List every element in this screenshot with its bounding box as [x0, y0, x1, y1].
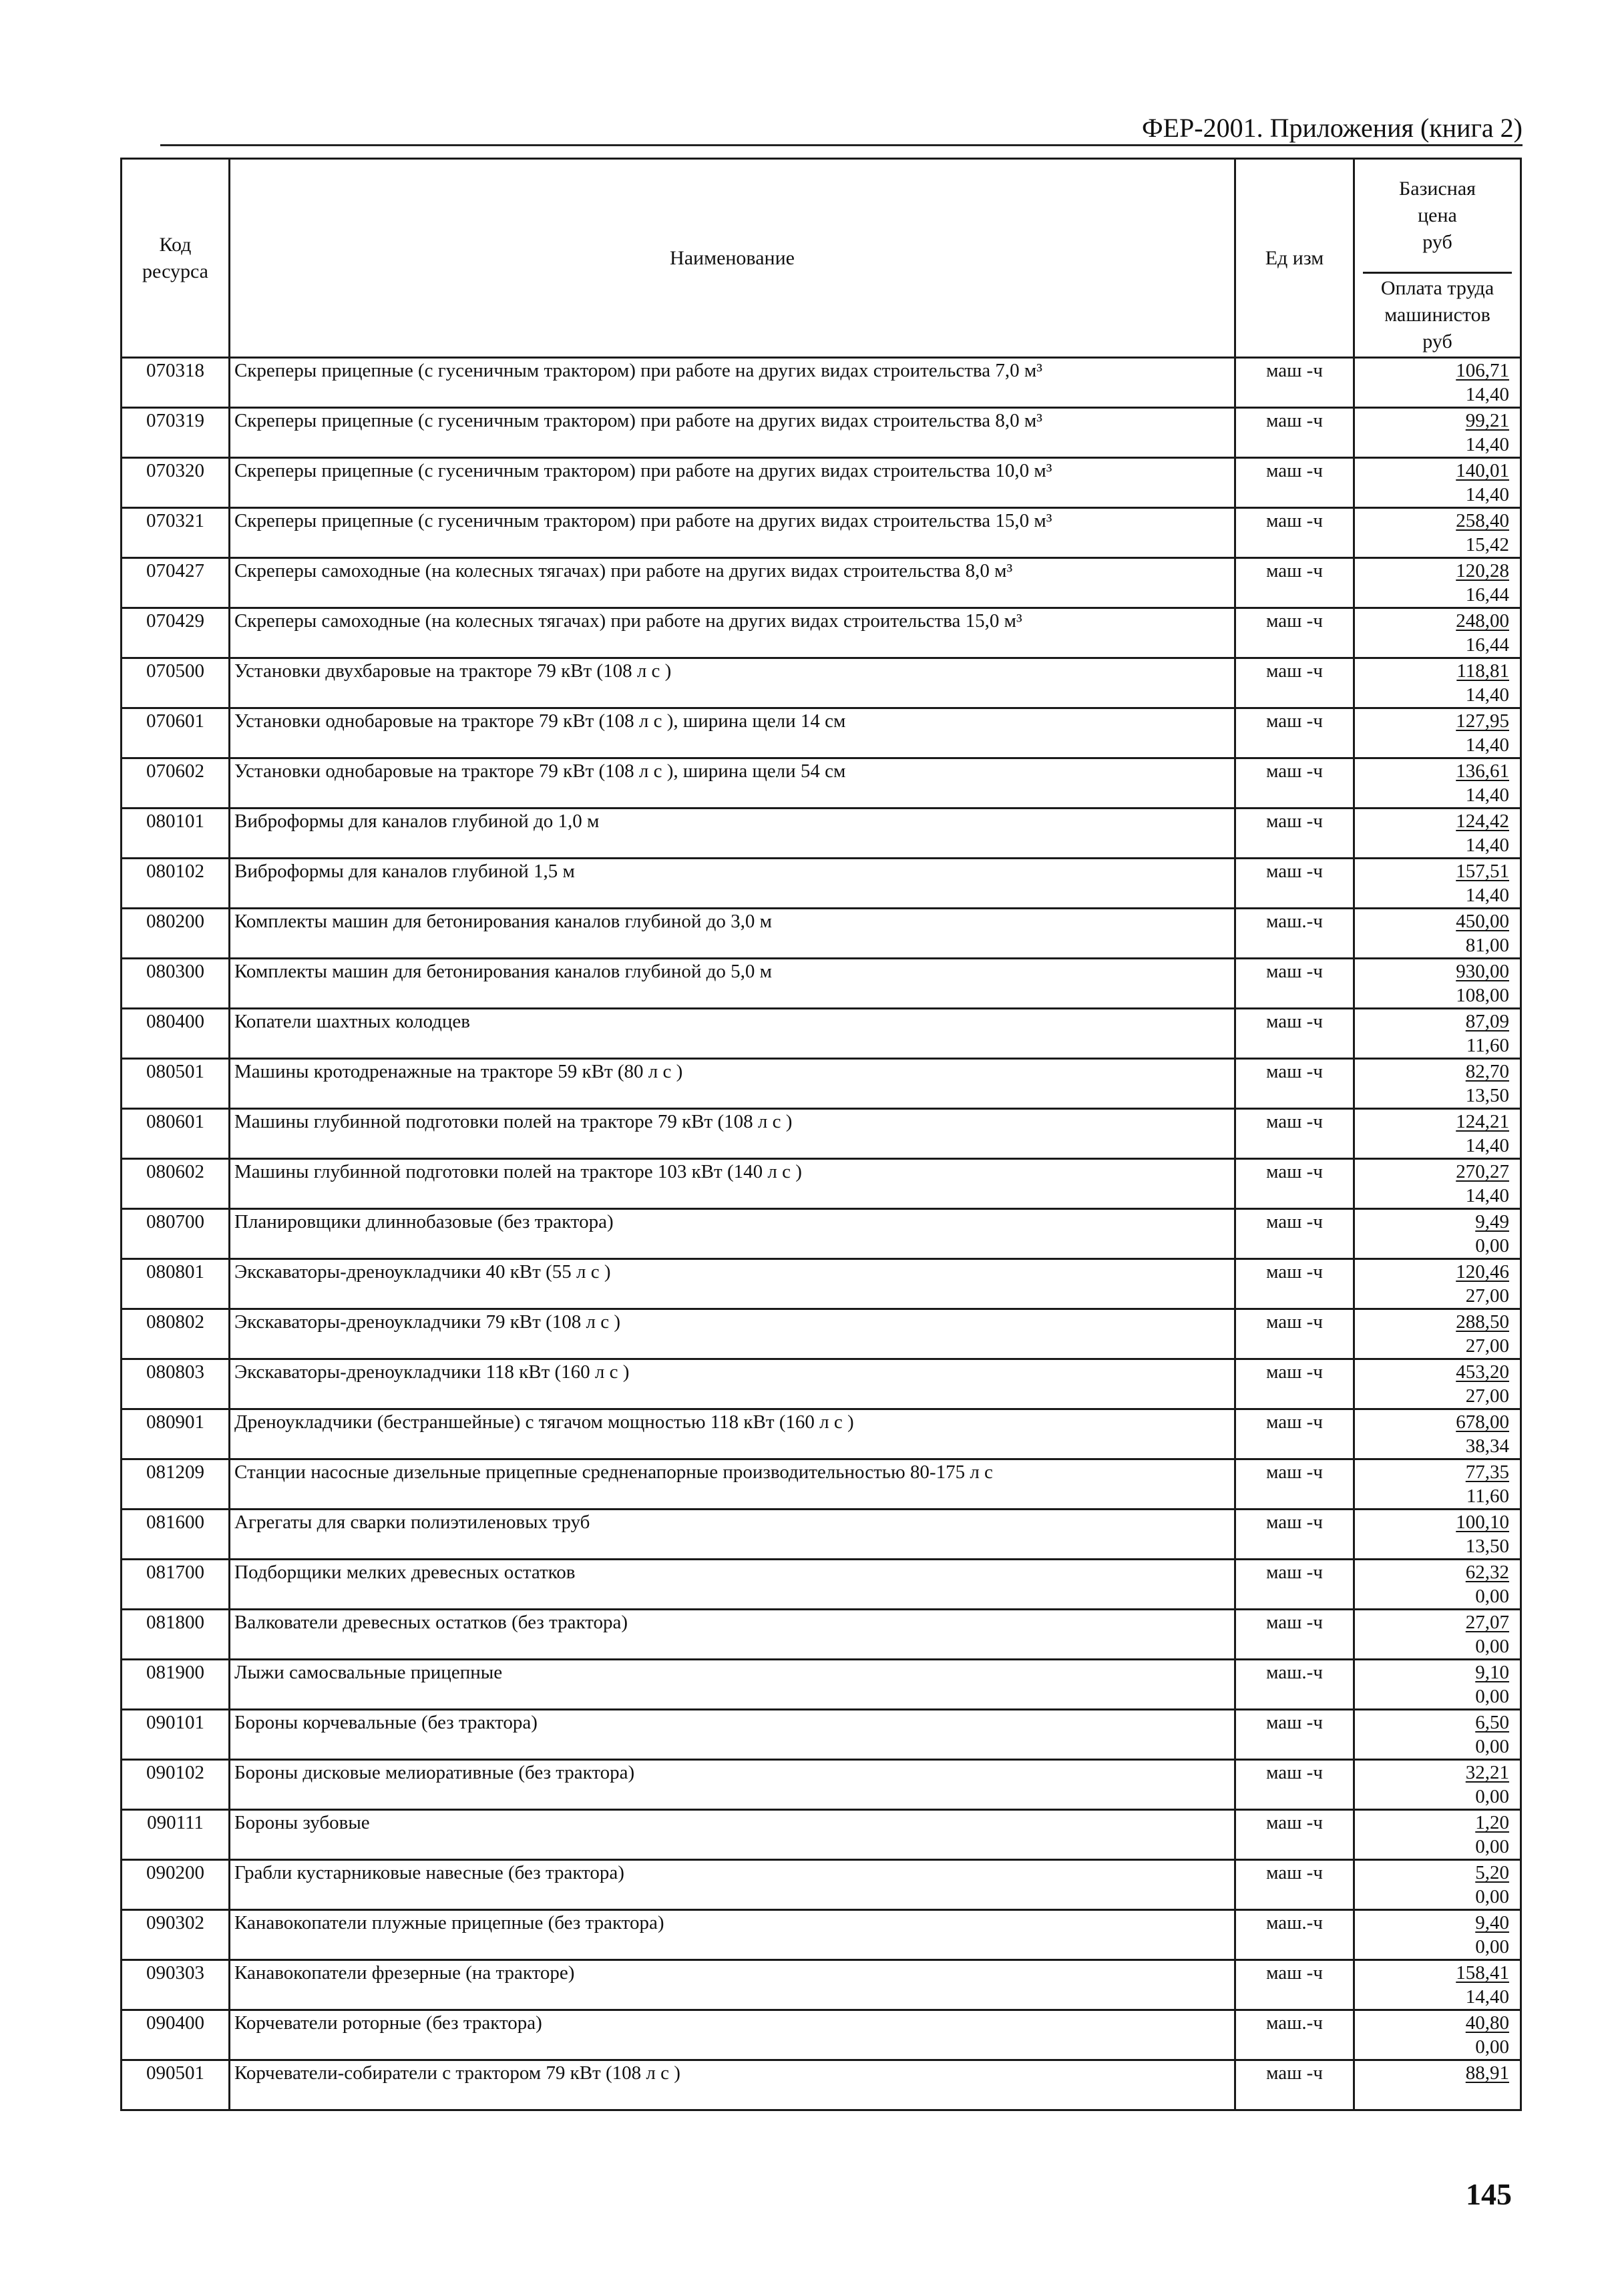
resource-name: Корчеватели роторные (без трактора) [230, 2010, 1235, 2060]
base-price: 678,00 [1456, 1411, 1509, 1433]
operator-wage: 13,50 [1465, 1536, 1509, 1557]
resource-code: 081209 [122, 1459, 230, 1510]
base-price: 124,42 [1456, 811, 1509, 832]
operator-wage: 0,00 [1475, 1886, 1509, 1907]
resource-name: Скреперы самоходные (на колесных тягачах) при работе на других видах строительства 15,0 м³ [230, 608, 1235, 658]
operator-wage: 0,00 [1475, 1936, 1509, 1958]
operator-wage: 11,60 [1466, 1485, 1509, 1507]
base-price: 100,10 [1456, 1512, 1509, 1533]
unit-of-measure: маш -ч [1235, 1960, 1354, 2010]
price-cell [1354, 1910, 1521, 1960]
base-price: 158,41 [1456, 1962, 1509, 1984]
table-row [122, 458, 1521, 508]
resource-name: Скреперы прицепные (с гусеничным трактором) при работе на других видах строительства 7,0 м³ [230, 358, 1235, 408]
price-cell [1354, 859, 1521, 909]
header-wage-line: машинистов [1384, 304, 1490, 326]
unit-of-measure: маш -ч [1235, 508, 1354, 558]
price-cell [1354, 1560, 1521, 1610]
header-price-line: руб [1422, 231, 1452, 253]
operator-wage: 27,00 [1465, 1385, 1509, 1407]
base-price: 9,40 [1475, 1912, 1509, 1933]
unit-of-measure: маш -ч [1235, 458, 1354, 508]
table-row [122, 1059, 1521, 1109]
resource-code: 070427 [122, 558, 230, 608]
price-cell [1354, 1760, 1521, 1810]
base-price: 88,91 [1465, 2062, 1509, 2084]
operator-wage: 0,00 [1475, 1686, 1509, 1707]
operator-wage: 0,00 [1475, 1736, 1509, 1757]
base-price: 9,49 [1475, 1211, 1509, 1232]
header-unit: Ед изм [1235, 159, 1354, 358]
operator-wage: 13,50 [1465, 1085, 1509, 1106]
table-row [122, 859, 1521, 909]
price-cell [1354, 708, 1521, 758]
resource-code: 070601 [122, 708, 230, 758]
table-body [122, 358, 1521, 2110]
operator-wage: 14,40 [1465, 384, 1509, 405]
base-price: 87,09 [1465, 1011, 1509, 1032]
base-price: 62,32 [1465, 1562, 1509, 1583]
unit-of-measure: маш.-ч [1235, 1910, 1354, 1960]
price-cell [1354, 959, 1521, 1009]
table-row [122, 959, 1521, 1009]
operator-wage: 0,00 [1475, 1836, 1509, 1857]
resource-code: 080400 [122, 1009, 230, 1059]
unit-of-measure: маш.-ч [1235, 909, 1354, 959]
resource-name: Грабли кустарниковые навесные (без трактора) [230, 1860, 1235, 1910]
unit-of-measure: маш -ч [1235, 1459, 1354, 1510]
resource-code: 070320 [122, 458, 230, 508]
table-row [122, 1159, 1521, 1209]
resource-code: 070319 [122, 408, 230, 458]
resource-name: Агрегаты для сварки полиэтиленовых труб [230, 1510, 1235, 1560]
header-price-line: Базисная [1399, 178, 1476, 200]
unit-of-measure: маш -ч [1235, 1710, 1354, 1760]
resource-code: 080200 [122, 909, 230, 959]
table-row [122, 809, 1521, 859]
price-cell [1354, 508, 1521, 558]
resource-name: Корчеватели-собиратели с трактором 79 кВт (108 л с ) [230, 2060, 1235, 2110]
operator-wage: 38,34 [1465, 1435, 1509, 1457]
base-price: 27,07 [1465, 1612, 1509, 1633]
table-row [122, 1960, 1521, 2010]
resource-code: 090111 [122, 1810, 230, 1860]
unit-of-measure: маш -ч [1235, 758, 1354, 809]
table-row [122, 2060, 1521, 2110]
resource-code: 090101 [122, 1710, 230, 1760]
header-price-line: цена [1418, 204, 1457, 226]
price-cell [1354, 1459, 1521, 1510]
price-cell [1354, 1059, 1521, 1109]
resource-code: 090302 [122, 1910, 230, 1960]
resource-name: Виброформы для каналов глубиной 1,5 м [230, 859, 1235, 909]
resource-code: 080700 [122, 1209, 230, 1259]
price-cell [1354, 408, 1521, 458]
resource-code: 081600 [122, 1510, 230, 1560]
resource-name: Комплекты машин для бетонирования каналов глубиной до 3,0 м [230, 909, 1235, 959]
price-cell [1354, 1860, 1521, 1910]
header-code: Код ресурса [122, 159, 230, 358]
resource-name: Скреперы самоходные (на колесных тягачах) при работе на других видах строительства 8,0 м³ [230, 558, 1235, 608]
resource-name: Экскаваторы-дреноукладчики 118 кВт (160 л с ) [230, 1359, 1235, 1409]
table-row [122, 358, 1521, 408]
header-price [1354, 159, 1521, 358]
price-cell [1354, 2010, 1521, 2060]
resource-name: Канавокопатели фрезерные (на тракторе) [230, 1960, 1235, 2010]
base-price: 270,27 [1456, 1161, 1509, 1182]
price-cell [1354, 608, 1521, 658]
table-row [122, 558, 1521, 608]
unit-of-measure: маш -ч [1235, 658, 1354, 708]
base-price: 77,35 [1465, 1461, 1509, 1483]
operator-wage: 15,42 [1465, 534, 1509, 555]
price-cell [1354, 1810, 1521, 1860]
resource-name: Бороны зубовые [230, 1810, 1235, 1860]
resource-name: Скреперы прицепные (с гусеничным трактором) при работе на других видах строительства 10,0 м³ [230, 458, 1235, 508]
base-price: 5,20 [1475, 1862, 1509, 1883]
base-price: 136,61 [1456, 760, 1509, 782]
resource-name: Копатели шахтных колодцев [230, 1009, 1235, 1059]
resource-name: Дреноукладчики (бестраншейные) с тягачом мощностью 118 кВт (160 л с ) [230, 1409, 1235, 1459]
table-row [122, 1610, 1521, 1660]
base-price: 930,00 [1456, 961, 1509, 982]
price-cell [1354, 458, 1521, 508]
unit-of-measure: маш -ч [1235, 608, 1354, 658]
operator-wage: 16,44 [1465, 584, 1509, 606]
base-price: 450,00 [1456, 911, 1509, 932]
price-cell [1354, 1109, 1521, 1159]
resource-price-table [120, 158, 1522, 2111]
resource-code: 080102 [122, 859, 230, 909]
table-row [122, 1660, 1521, 1710]
base-price: 40,80 [1465, 2012, 1509, 2034]
base-price: 120,46 [1456, 1261, 1509, 1283]
price-cell [1354, 1960, 1521, 2010]
resource-code: 070602 [122, 758, 230, 809]
operator-wage: 81,00 [1465, 935, 1509, 956]
unit-of-measure: маш -ч [1235, 1860, 1354, 1910]
unit-of-measure: маш -ч [1235, 1760, 1354, 1810]
unit-of-measure: маш.-ч [1235, 2010, 1354, 2060]
base-price: 82,70 [1465, 1061, 1509, 1082]
operator-wage: 14,40 [1465, 1986, 1509, 2008]
operator-wage: 14,40 [1465, 885, 1509, 906]
base-price: 140,01 [1456, 460, 1509, 481]
resource-code: 090501 [122, 2060, 230, 2110]
operator-wage: 14,40 [1465, 784, 1509, 806]
base-price: 453,20 [1456, 1361, 1509, 1383]
price-cell [1354, 1259, 1521, 1309]
operator-wage: 16,44 [1465, 634, 1509, 656]
header-wage-line: руб [1422, 330, 1452, 353]
table-row [122, 1409, 1521, 1459]
price-cell [1354, 358, 1521, 408]
operator-wage: 0,00 [1475, 1786, 1509, 1807]
price-cell [1354, 1510, 1521, 1560]
resource-code: 070500 [122, 658, 230, 708]
resource-code: 080901 [122, 1409, 230, 1459]
resource-code: 080803 [122, 1359, 230, 1409]
table-row [122, 1359, 1521, 1409]
resource-name: Валкователи древесных остатков (без трактора) [230, 1610, 1235, 1660]
unit-of-measure: маш -ч [1235, 859, 1354, 909]
resource-name: Подборщики мелких древесных остатков [230, 1560, 1235, 1610]
resource-name: Машины глубинной подготовки полей на тракторе 79 кВт (108 л с ) [230, 1109, 1235, 1159]
table-row [122, 608, 1521, 658]
unit-of-measure: маш -ч [1235, 408, 1354, 458]
resource-name: Виброформы для каналов глубиной до 1,0 м [230, 809, 1235, 859]
unit-of-measure: маш.-ч [1235, 1660, 1354, 1710]
unit-of-measure: маш -ч [1235, 1610, 1354, 1660]
table-row [122, 1910, 1521, 1960]
resource-code: 081700 [122, 1560, 230, 1610]
unit-of-measure: маш -ч [1235, 809, 1354, 859]
price-cell [1354, 1409, 1521, 1459]
base-price: 6,50 [1475, 1712, 1509, 1733]
unit-of-measure: маш -ч [1235, 1359, 1354, 1409]
operator-wage: 11,60 [1466, 1035, 1509, 1056]
price-cell [1354, 1009, 1521, 1059]
base-price: 258,40 [1456, 510, 1509, 531]
resource-code: 070321 [122, 508, 230, 558]
resource-code: 080501 [122, 1059, 230, 1109]
resource-name: Бороны дисковые мелиоративные (без трактора) [230, 1760, 1235, 1810]
resource-code: 080802 [122, 1309, 230, 1359]
base-price: 99,21 [1465, 410, 1509, 431]
table-row [122, 1860, 1521, 1910]
base-price: 248,00 [1456, 610, 1509, 632]
page-number: 145 [1466, 2177, 1512, 2211]
resource-code: 080601 [122, 1109, 230, 1159]
price-cell [1354, 1710, 1521, 1760]
base-price: 32,21 [1465, 1762, 1509, 1783]
resource-code: 080602 [122, 1159, 230, 1209]
table-row [122, 1459, 1521, 1510]
unit-of-measure: маш -ч [1235, 1209, 1354, 1259]
unit-of-measure: маш -ч [1235, 2060, 1354, 2110]
table-row [122, 2010, 1521, 2060]
resource-code: 070318 [122, 358, 230, 408]
base-price: 118,81 [1456, 660, 1509, 682]
table-row [122, 1109, 1521, 1159]
operator-wage: 14,40 [1465, 1135, 1509, 1156]
resource-code: 080101 [122, 809, 230, 859]
unit-of-measure: маш -ч [1235, 1159, 1354, 1209]
price-cell [1354, 1159, 1521, 1209]
resource-name: Установки двухбаровые на тракторе 79 кВт (108 л с ) [230, 658, 1235, 708]
operator-wage: 0,00 [1475, 2036, 1509, 2058]
table-row [122, 1810, 1521, 1860]
price-cell [1354, 1309, 1521, 1359]
resource-name: Установки однобаровые на тракторе 79 кВт (108 л с ), ширина щели 54 см [230, 758, 1235, 809]
header-name: Наименование [230, 159, 1235, 358]
price-cell [1354, 1359, 1521, 1409]
base-price: 120,28 [1456, 560, 1509, 582]
resource-name: Машины глубинной подготовки полей на тракторе 103 кВт (140 л с ) [230, 1159, 1235, 1209]
unit-of-measure: маш -ч [1235, 1059, 1354, 1109]
unit-of-measure: маш -ч [1235, 1409, 1354, 1459]
operator-wage: 14,40 [1465, 684, 1509, 706]
table-row [122, 508, 1521, 558]
table-row [122, 1309, 1521, 1359]
base-price: 106,71 [1456, 360, 1509, 381]
price-cell [1354, 558, 1521, 608]
operator-wage: 14,40 [1465, 835, 1509, 856]
resource-name: Канавокопатели плужные прицепные (без трактора) [230, 1910, 1235, 1960]
resource-name: Экскаваторы-дреноукладчики 79 кВт (108 л с ) [230, 1309, 1235, 1359]
table-row [122, 708, 1521, 758]
price-cell [1354, 1660, 1521, 1710]
operator-wage: 14,40 [1465, 1185, 1509, 1206]
unit-of-measure: маш -ч [1235, 708, 1354, 758]
operator-wage: 14,40 [1465, 484, 1509, 505]
operator-wage: 14,40 [1465, 434, 1509, 455]
base-price: 1,20 [1475, 1812, 1509, 1833]
operator-wage: 0,00 [1475, 1235, 1509, 1256]
price-cell [1354, 909, 1521, 959]
resource-code: 080801 [122, 1259, 230, 1309]
price-cell [1354, 1209, 1521, 1259]
table-row [122, 1259, 1521, 1309]
resource-code: 090303 [122, 1960, 230, 2010]
resource-name: Скреперы прицепные (с гусеничным трактором) при работе на других видах строительства 8,0 м³ [230, 408, 1235, 458]
price-cell [1354, 1610, 1521, 1660]
table-row [122, 1760, 1521, 1810]
table-row [122, 1510, 1521, 1560]
resource-code: 080300 [122, 959, 230, 1009]
operator-wage: 0,00 [1475, 1586, 1509, 1607]
resource-code: 090200 [122, 1860, 230, 1910]
resource-name: Лыжи самосвальные прицепные [230, 1660, 1235, 1710]
operator-wage: 14,40 [1465, 734, 1509, 756]
unit-of-measure: маш -ч [1235, 1259, 1354, 1309]
resource-code: 070429 [122, 608, 230, 658]
table-row [122, 1009, 1521, 1059]
base-price: 127,95 [1456, 710, 1509, 732]
resource-code: 081900 [122, 1660, 230, 1710]
table-row [122, 909, 1521, 959]
operator-wage: 108,00 [1456, 985, 1509, 1006]
resource-name: Бороны корчевальные (без трактора) [230, 1710, 1235, 1760]
resource-name: Экскаваторы-дреноукладчики 40 кВт (55 л с ) [230, 1259, 1235, 1309]
table-row [122, 658, 1521, 708]
price-cell [1354, 809, 1521, 859]
table-row [122, 1710, 1521, 1760]
resource-name: Планировщики длиннобазовые (без трактора) [230, 1209, 1235, 1259]
resource-name: Комплекты машин для бетонирования каналов глубиной до 5,0 м [230, 959, 1235, 1009]
resource-name: Станции насосные дизельные прицепные средненапорные производительностью 80-175 л с [230, 1459, 1235, 1510]
operator-wage: 27,00 [1465, 1285, 1509, 1307]
resource-code: 090102 [122, 1760, 230, 1810]
table-row [122, 1209, 1521, 1259]
base-price: 288,50 [1456, 1311, 1509, 1333]
unit-of-measure: маш -ч [1235, 1560, 1354, 1610]
base-price: 157,51 [1456, 861, 1509, 882]
unit-of-measure: маш -ч [1235, 1810, 1354, 1860]
table-row [122, 408, 1521, 458]
unit-of-measure: маш -ч [1235, 1309, 1354, 1359]
unit-of-measure: маш -ч [1235, 558, 1354, 608]
resource-code: 081800 [122, 1610, 230, 1660]
unit-of-measure: маш -ч [1235, 1510, 1354, 1560]
unit-of-measure: маш -ч [1235, 1109, 1354, 1159]
base-price: 124,21 [1456, 1111, 1509, 1132]
table-row [122, 1560, 1521, 1610]
resource-code: 090400 [122, 2010, 230, 2060]
price-cell [1354, 658, 1521, 708]
header-rule [160, 144, 1523, 146]
table-row [122, 758, 1521, 809]
unit-of-measure: маш -ч [1235, 358, 1354, 408]
resource-name: Машины кротодренажные на тракторе 59 кВт (80 л с ) [230, 1059, 1235, 1109]
unit-of-measure: маш -ч [1235, 959, 1354, 1009]
running-head: ФЕР-2001. Приложения (книга 2) [1142, 113, 1523, 143]
operator-wage: 0,00 [1475, 1636, 1509, 1657]
resource-name: Скреперы прицепные (с гусеничным трактором) при работе на других видах строительства 15,0 м³ [230, 508, 1235, 558]
resource-name: Установки однобаровые на тракторе 79 кВт (108 л с ), ширина щели 14 см [230, 708, 1235, 758]
operator-wage: 27,00 [1465, 1335, 1509, 1357]
header-wage-line: Оплата труда [1380, 277, 1494, 299]
price-cell [1354, 2060, 1521, 2110]
base-price: 9,10 [1475, 1662, 1509, 1683]
price-cell [1354, 758, 1521, 809]
unit-of-measure: маш -ч [1235, 1009, 1354, 1059]
